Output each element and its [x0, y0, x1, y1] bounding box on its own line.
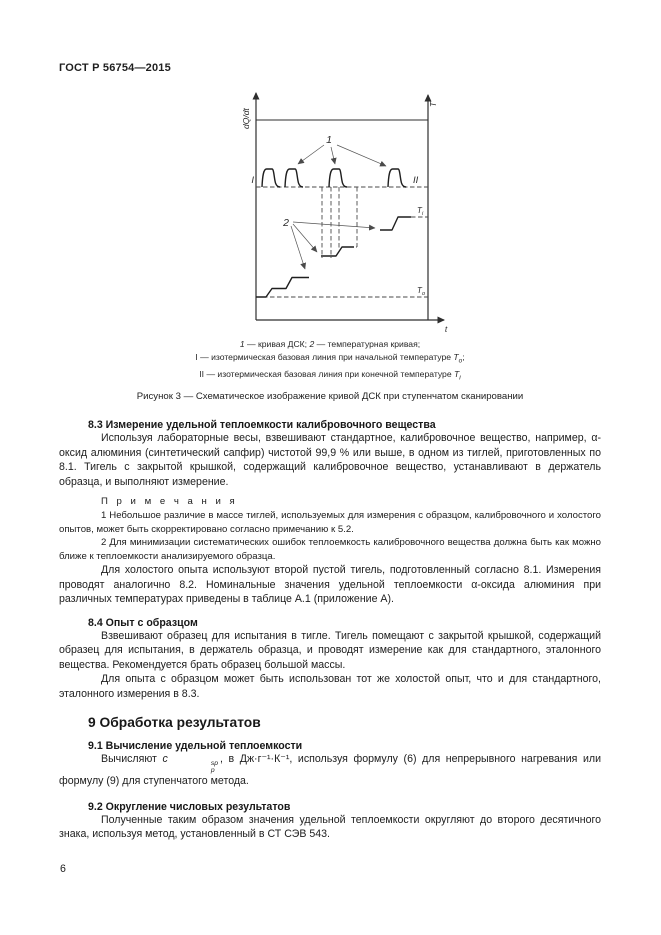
baseline-start-label: I	[251, 175, 254, 186]
temp-final-sub: i	[422, 211, 424, 217]
section-8-4-paragraph-1: Взвешивают образец для испытания в тигле. Тигель помещают с закрытой крышкой, содержащий образец для испытания, в держатель образца, и проводят измерение как для стандартного, эталонного вещества. Рекомендуется брать образец большой массы.	[59, 629, 601, 671]
axes	[256, 93, 444, 320]
section-9-1-heading: 9.1 Вычисление удельной теплоемкости	[88, 740, 303, 753]
temp-steps-left	[256, 278, 309, 298]
section-8-3-paragraph-1: Используя лабораторные весы, взвешивают стандартное, калибровочное вещество, например, α-оксид алюминия (синтетический сапфир) чистотой 99,9 % или выше, в одном из тиглей, приготовленных по 8.1. Тигель с закрытой крышкой, содержащий калибровочное вещество, устанавливают в держатель образца, и выполняют измерение.	[59, 432, 601, 488]
cp-symbol: c	[162, 753, 168, 766]
notes-title: П р и м е ч а н и я	[101, 496, 238, 508]
figure-3	[59, 86, 601, 402]
dsc-curve	[262, 169, 406, 187]
dsc-peak-3	[329, 169, 347, 187]
note-2: 2 Для минимизации систематических ошибок теплоемкость калибровочного вещества должна быть как можно ближе к теплоемкости анализируемого образца.	[59, 537, 601, 562]
dsc-peak-2	[285, 169, 303, 187]
section-8-4-heading: 8.4 Опыт с образцом	[88, 616, 198, 629]
y-right-axis-label: T	[428, 101, 438, 107]
section-9-heading: 9 Обработка результатов	[88, 715, 261, 731]
cp-supsub: sp p	[210, 760, 218, 774]
temp-initial-label: T	[417, 286, 422, 295]
section-9-2-heading: 9.2 Округление числовых результатов	[88, 800, 291, 813]
temp-steps-middle	[321, 247, 354, 256]
temp-steps-right	[380, 217, 411, 230]
temp-final-label: T	[417, 206, 422, 215]
section-9-2-paragraph: Полученные таким образом значения удельной теплоемкости округляют до второго десятичного знака, используя метод, установленный в СТ СЭВ 543.	[59, 813, 601, 841]
section-8-4-paragraph-2: Для опыта с образцом может быть использован тот же холостой опыт, что и для стандартного, эталонного измерения в 8.3.	[59, 673, 601, 700]
arrow-2c	[291, 226, 305, 269]
arrow-1a	[298, 145, 324, 164]
legend-line-1: 1 — кривая ДСК; 2 — температурная кривая;	[239, 339, 421, 349]
baseline-end-label: II	[413, 175, 419, 186]
x-axis-label: t	[444, 324, 448, 334]
arrow-2b	[293, 222, 375, 228]
figure-caption: Рисунок 3 — Схематическое изображение кривой ДСК при ступенчатом сканировании	[136, 391, 524, 403]
temp-initial-sub: o	[422, 291, 426, 297]
figure-legend	[59, 338, 601, 384]
arrow-2a	[293, 224, 317, 252]
section-8-3-paragraph-2: Для холостого опыта используют второй пустой тигель, подготовленный согласно 8.1. Измерения проводят аналогично 8.2. Номинальные значения удельной теплоемкости α-оксида алюминия при различных температурах приведены в таблице А.1 (приложение А).	[59, 564, 601, 606]
legend-line-3: II — изотермическая базовая линия при конечной температуре $T_i$	[199, 368, 461, 382]
temperature-curve	[256, 217, 411, 297]
section-9-1-paragraph: Вычисляют c sp p , в Дж·г⁻¹·К⁻¹, используя формулу (6) для непрерывного нагревания или формулу (9) для ступенчатого метода.	[59, 753, 601, 788]
arrow-1b	[331, 147, 335, 164]
arrow-1c	[337, 145, 386, 166]
callout-2-label: 2	[283, 217, 289, 229]
dsc-peak-1	[262, 169, 280, 187]
callout-1-label: 1	[326, 134, 332, 146]
notes-block	[59, 495, 601, 563]
reference-lines	[256, 187, 428, 297]
legend-line-2: I — изотермическая базовая линия при начальной температуре $T_o$;	[195, 352, 465, 365]
callout-arrows	[291, 145, 386, 269]
note-1: 1 Небольшое различие в массе тиглей, используемых для измерения с образцом, калибровочного и холостого опытов, может быть скорректировано согласно примечанию к 5.2.	[59, 510, 601, 535]
section-8-3-heading: 8.3 Измерение удельной теплоемкости калибровочного вещества	[88, 419, 436, 432]
dsc-diagram	[225, 86, 470, 336]
dsc-peak-4	[388, 169, 406, 187]
y-left-axis-label: dQ/dt	[241, 108, 251, 129]
page-number: 6	[60, 863, 66, 875]
document-code: ГОСТ Р 56754—2015	[59, 62, 171, 74]
